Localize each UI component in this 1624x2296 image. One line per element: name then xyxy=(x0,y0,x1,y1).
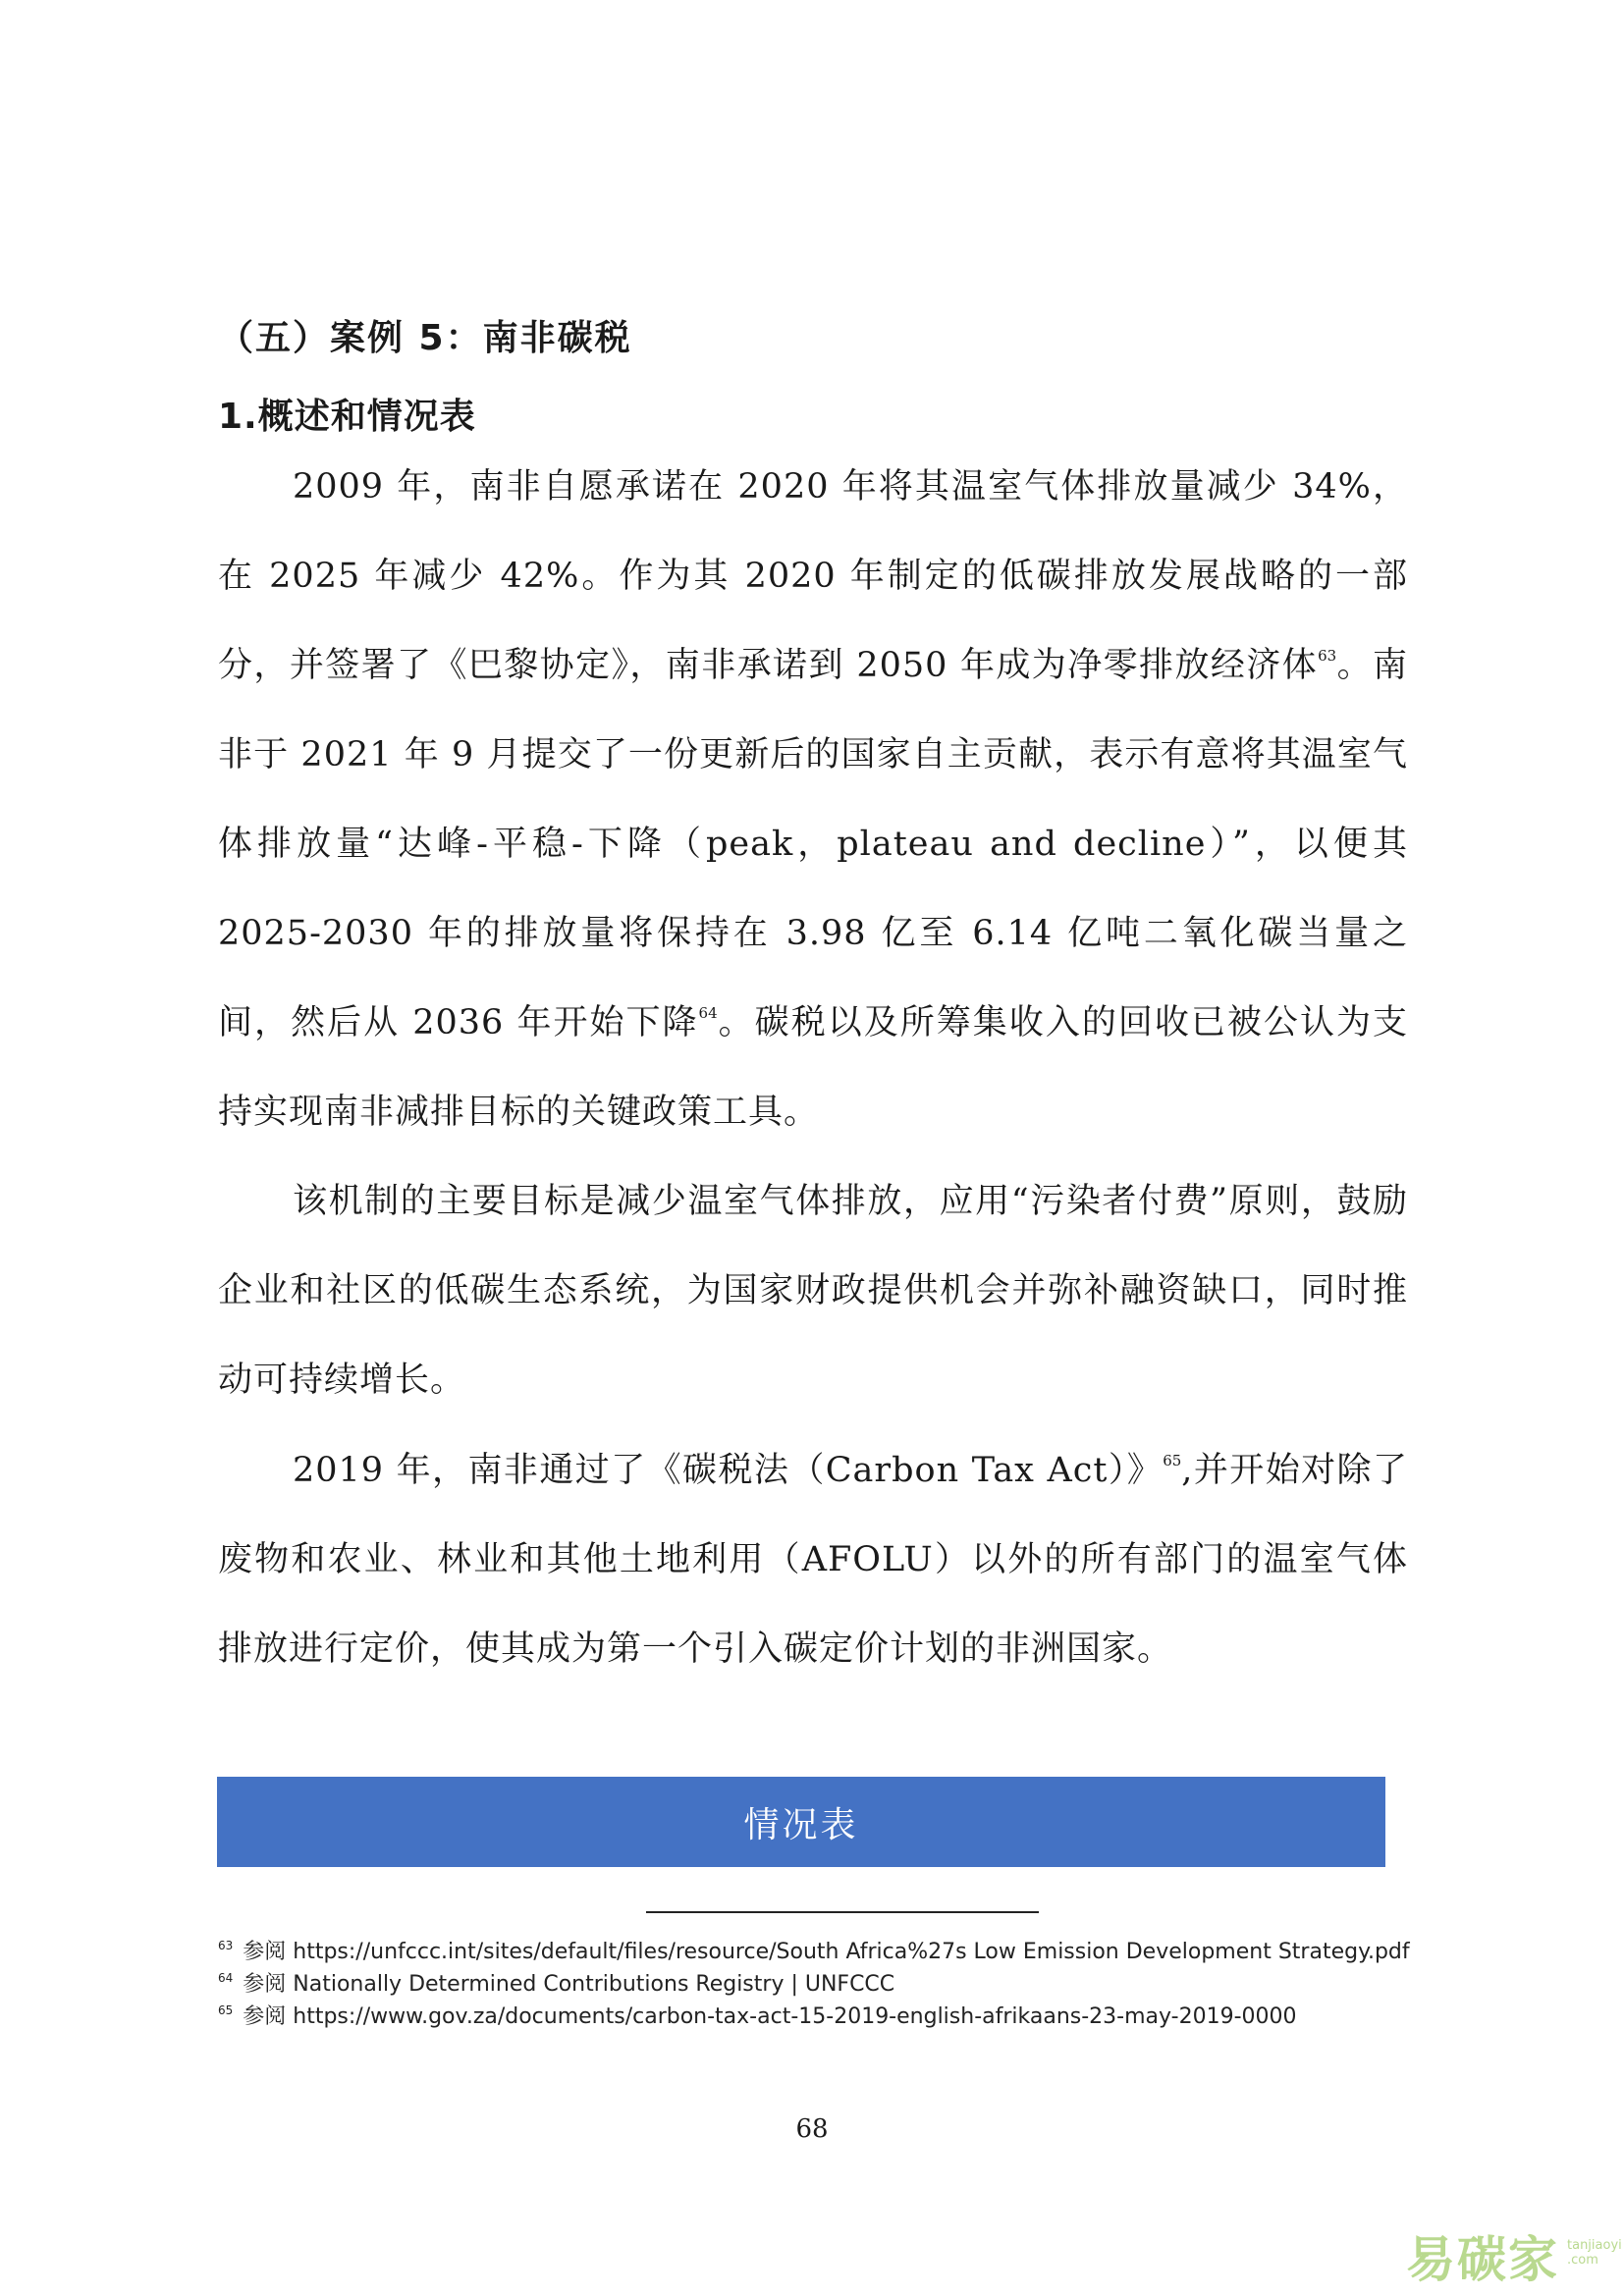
footnote-text[interactable]: 参阅 Nationally Determined Contributions Registry | UNFCCC xyxy=(243,1972,895,1997)
table-banner-title: 情况表 xyxy=(743,1804,859,1845)
subsection-title: 1.概述和情况表 xyxy=(218,397,476,437)
footnote-ref-63[interactable]: 63 xyxy=(1318,647,1337,665)
paragraph-2 xyxy=(218,1157,1408,1425)
table-banner xyxy=(217,1777,1385,1867)
paragraph-1-part-a: 2009 年，南非自愿承诺在 2020 年将其温室气体排放量减少 34%，在 2025 年减少 42%。作为其 2020 年制定的低碳排放发展战略的一部分，并签署了《巴黎协定》，南非承诺到 2050 年成为净零排放经济体 xyxy=(218,467,1408,685)
paragraph-1 xyxy=(218,443,1408,1157)
footnote-text[interactable]: 参阅 https://unfccc.int/sites/default/files/resource/South Africa%27s Low Emission Development Strategy.pdf xyxy=(243,1940,1410,1964)
watermark-logo: 易碳家 xyxy=(1406,2231,1559,2288)
footnote-number: 64 xyxy=(218,1971,234,1985)
footnote-number: 65 xyxy=(218,2003,234,2017)
footnote-ref-64[interactable]: 64 xyxy=(698,1004,718,1022)
paragraph-1-part-c: 。碳税以及所筹集收入的回收已被公认为支持实现南非减排目标的关键政策工具。 xyxy=(218,1003,1408,1132)
watermark-domain: tanjiaoyi .com xyxy=(1567,2238,1622,2268)
footnote-item xyxy=(218,1962,1445,1995)
paragraph-2-text: 该机制的主要目标是减少温室气体排放，应用“污染者付费”原则，鼓励企业和社区的低碳生态系统，为国家财政提供机会并弥补融资缺口，同时推动可持续增长。 xyxy=(218,1182,1408,1400)
footnotes xyxy=(218,1930,1445,2027)
footnote-divider xyxy=(646,1911,1039,1913)
paragraph-1-part-b: 。南非于 2021 年 9 月提交了一份更新后的国家自主贡献，表示有意将其温室气体排放量“达峰-平稳-下降（peak，plateau and decline）”，以便其 2025-2030 年的排放量将保持在 3.98 亿至 6.14 亿吨二氧化碳当量之间，然后从 2036 年开始下降 xyxy=(218,646,1408,1042)
page-number: 68 xyxy=(795,2114,829,2144)
footnote-ref-65[interactable]: 65 xyxy=(1163,1452,1182,1469)
footnote-number: 63 xyxy=(218,1939,234,1952)
paragraph-3-part-b: ,并开始对除了废物和农业、林业和其他土地利用（AFOLU）以外的所有部门的温室气体排放进行定价，使其成为第一个引入碳定价计划的非洲国家。 xyxy=(218,1451,1408,1669)
paragraph-3-part-a: 2019 年，南非通过了《碳税法（Carbon Tax Act）》 xyxy=(293,1451,1164,1490)
footnote-text[interactable]: 参阅 https://www.gov.za/documents/carbon-tax-act-15-2019-english-afrikaans-23-may-2019-0000 xyxy=(243,2004,1297,2029)
footnote-item xyxy=(218,1995,1445,2027)
footnote-item xyxy=(218,1930,1445,1962)
section-title: （五）案例 5：南非碳税 xyxy=(218,318,632,358)
paragraph-3 xyxy=(218,1426,1408,1694)
